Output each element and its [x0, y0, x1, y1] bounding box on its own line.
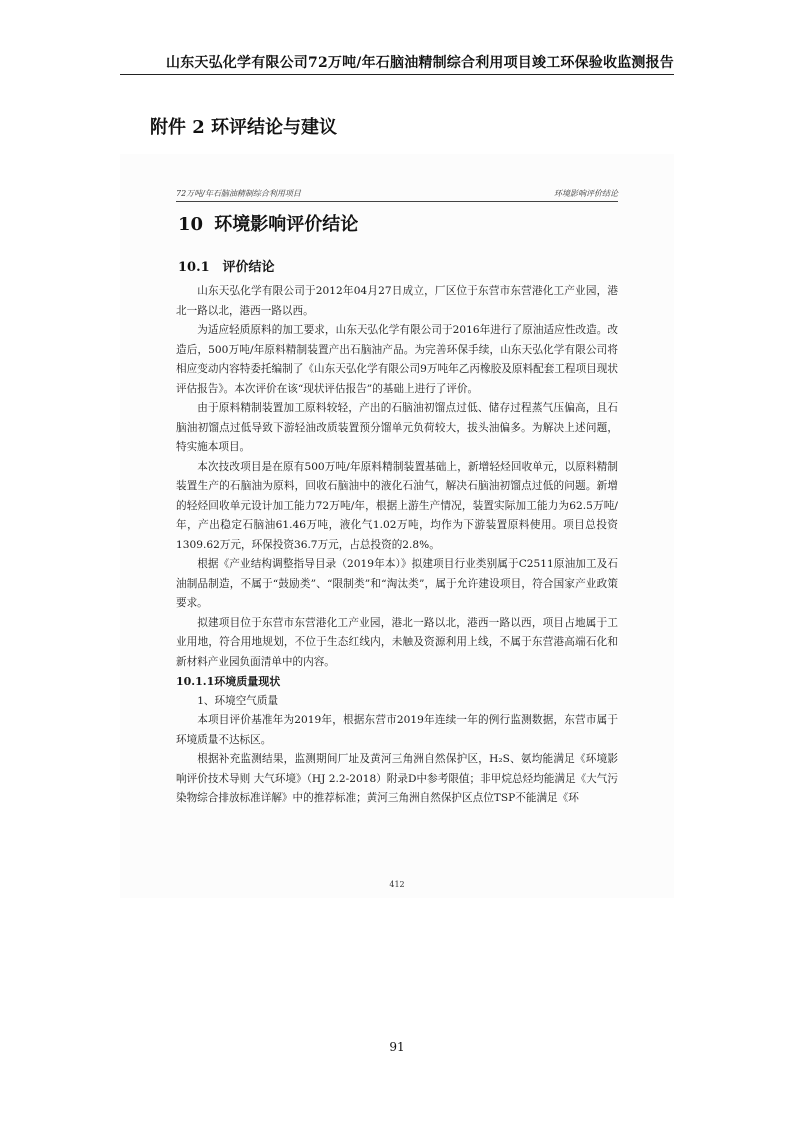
chapter-title: 环境影响评价结论 — [214, 214, 359, 235]
paragraph: 本项目评价基准年为2019年，根据东营市2019年连续一年的例行监测数据，东营市属于环境质量不达标区。 — [176, 714, 618, 746]
paragraph: 为适应轻质原料的加工要求，山东天弘化学有限公司于2016年进行了原油适应性改造。改造后，500万吨/年原料精制装置产出石脑油产品。为完善环保手续，山东天弘化学有限公司将相应变动内容特委托编制了《山东天弘化学有限公司9万吨年乙丙橡胶及原料配套工程项目现状评估报告》。本次评价在该“现状评估报告”的基础上进行了评价。 — [176, 324, 618, 395]
paragraph: 由于原料精制装置加工原料较轻，产出的石脑油初馏点过低、储存过程蒸气压偏高，且石脑油初馏点过低导致下游轻油改质装置预分馏单元负荷较大，拔头油偏多。为解决上述问题，特实施本项目。 — [176, 402, 618, 453]
section-title: 评价结论 — [222, 260, 275, 275]
chapter-heading — [178, 210, 358, 236]
scanned-page-number: 412 — [389, 880, 405, 889]
paragraph: 根据补充监测结果，监测期间厂址及黄河三角洲自然保护区，H₂S、氨均能满足《环境影响评价技术导则 大气环境》（HJ 2.2-2018）附录D中参考限值；非甲烷总烃均能满足《大气污染物综合排放标准详解》中的推荐标准；黄河三角洲自然保护区点位TSP不能满足《环 — [176, 753, 618, 804]
scanned-header-right: 环境影响评价结论 — [554, 189, 618, 198]
header-rule — [120, 74, 674, 75]
paragraph: 山东天弘化学有限公司于2012年04月27日成立，厂区位于东营市东营港化工产业园，港北一路以北，港西一路以西。 — [176, 285, 618, 317]
item-heading: 1、环境空气质量 — [197, 694, 279, 707]
chapter-number: 10 — [178, 214, 204, 235]
paragraph: 根据《产业结构调整指导目录（2019年本）》拟建项目行业类别属于C2511原油加工及石油制品制造，不属于“鼓励类”、“限制类”和“淘汰类”，属于允许建设项目，符合国家产业政策要求。 — [176, 558, 618, 609]
appendix-title: 附件 2 环评结论与建议 — [150, 117, 338, 138]
body-text — [176, 282, 618, 809]
section-number: 10.1 — [178, 260, 210, 275]
subsection-heading: 10.1.1环境质量现状 — [176, 675, 281, 688]
page-number: 91 — [389, 1040, 405, 1054]
running-header-title: 山东天弘化学有限公司72万吨/年石脑油精制综合利用项目竣工环保验收监测报告 — [166, 55, 674, 71]
paragraph: 拟建项目位于东营市东营港化工产业园，港北一路以北，港西一路以西，项目占地属于工业用地，符合用地规划，不位于生态红线内，未触及资源利用上线，不属于东营港高端石化和新材料产业园负面清单中的内容。 — [176, 616, 618, 668]
paragraph: 本次技改项目是在原有500万吨/年原料精制装置基础上，新增轻烃回收单元，以原料精制装置生产的石脑油为原料，回收石脑油中的液化石油气，解决石脑油初馏点过低的问题。新增的轻烃回收单元设计加工能力72万吨/年，根据上游生产情况，装置实际加工能力为62.5万吨/年，产出稳定石脑油61.46万吨，液化气1.02万吨，均作为下游装置原料使用。项目总投资1309.62万元，环保投资36.7万元，占总投资的2.8%。 — [176, 460, 618, 551]
scanned-page-image — [120, 154, 674, 898]
section-heading — [178, 256, 275, 275]
scanned-header-rule — [176, 201, 618, 202]
scanned-header-left: 72万吨/年石脑油精制综合利用项目 — [176, 189, 301, 198]
